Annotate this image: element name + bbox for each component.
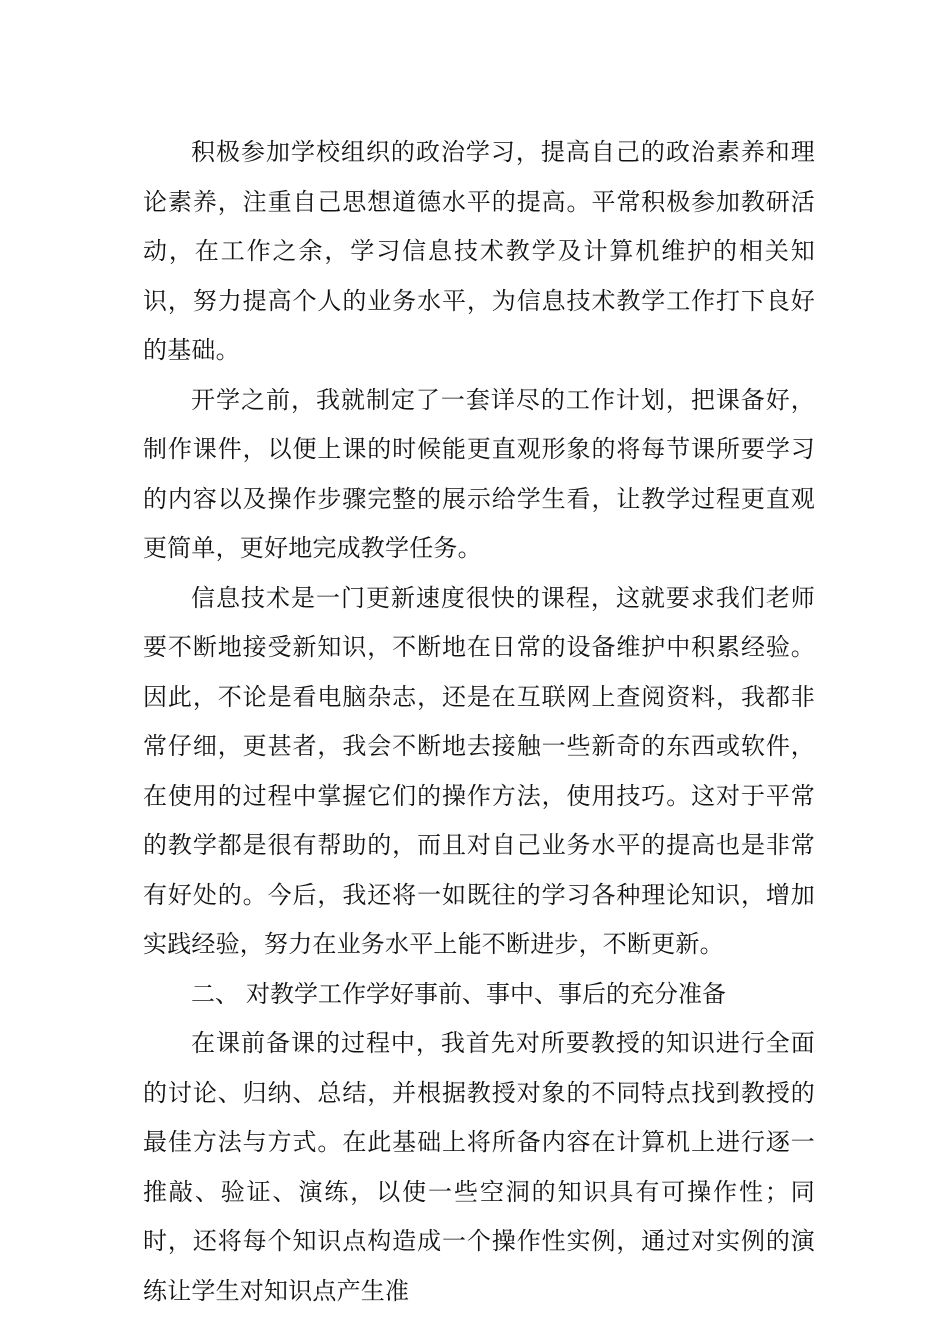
paragraph-political-study: 积极参加学校组织的政治学习，提高自己的政治素养和理论素养，注重自己思想道德水平的提高。平常积极参加教研活动，在工作之余，学习信息技术教学及计算机维护的相关知识，努力提高个人的业务水平，为信息技术教学工作打下良好的基础。 (143, 138, 815, 364)
section-heading (143, 970, 815, 1020)
paragraph-work-plan: 开学之前，我就制定了一套详尽的工作计划，把课备好，制作课件，以便上课的时候能更直观形象的将每节课所要学习的内容以及操作步骤完整的展示给学生看，让教学过程更直观更简单，更好地完成教学任务。 (143, 385, 815, 562)
document-body (143, 128, 815, 1316)
paragraph-lesson-preparation: 在课前备课的过程中，我首先对所要教授的知识进行全面的讨论、归纳、总结，并根据教授对象的不同特点找到教授的最佳方法与方式。在此基础上将所备内容在计算机上进行逐一推敲、验证、演练，以使一些空洞的知识具有可操作性；同时，还将每个知识点构造成一个操作性实例，通过对实例的演练让学生对知识点产生准 (143, 1029, 815, 1305)
section-number: 二、 (191, 979, 239, 1008)
paragraph-continuous-learning: 信息技术是一门更新速度很快的课程，这就要求我们老师要不断地接受新知识，不断地在日常的设备维护中积累经验。因此，不论是看电脑杂志，还是在互联网上查阅资料，我都非常仔细，更甚者，我会不断地去接触一些新奇的东西或软件，在使用的过程中掌握它们的操作方法，使用技巧。这对于平常的教学都是很有帮助的，而且对自己业务水平的提高也是非常有好处的。今后，我还将一如既往的学习各种理论知识，增加实践经验，努力在业务水平上能不断进步，不断更新。 (143, 583, 815, 958)
section-title: 对教学工作学好事前、事中、事后的充分准备 (246, 979, 726, 1008)
